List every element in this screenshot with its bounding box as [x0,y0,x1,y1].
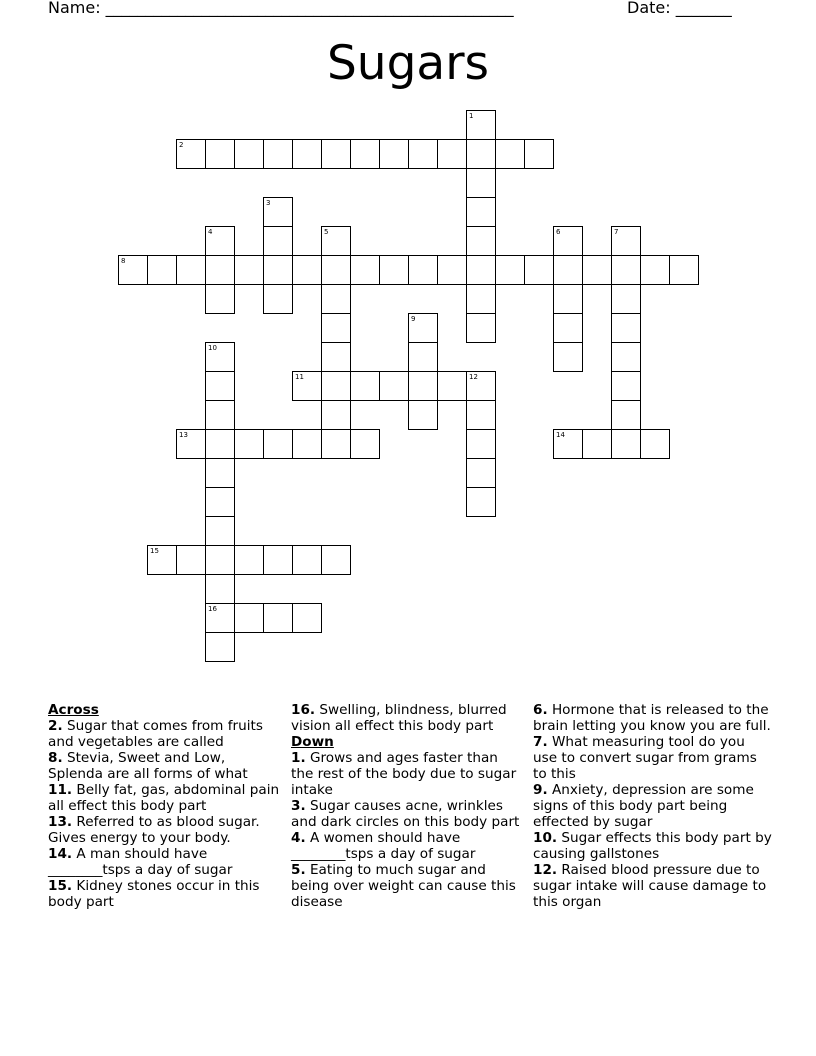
crossword-cell[interactable] [205,458,235,488]
across-heading: Across [48,702,99,718]
crossword-cell[interactable] [205,574,235,604]
clue-item [48,782,283,814]
clue-item [291,702,521,734]
crossword-cell[interactable] [466,110,496,140]
crossword-cell[interactable] [205,487,235,517]
crossword-cell[interactable] [350,371,380,401]
crossword-cell[interactable] [176,139,206,169]
clue-number: 1. [291,750,306,766]
date-field-label[interactable]: Date: _______ [627,0,732,17]
crossword-cell[interactable] [176,545,206,575]
crossword-cell[interactable] [466,371,496,401]
clue-text: Stevia, Sweet and Low, Splenda are all forms of what [48,750,248,782]
cell-number: 13 [179,431,188,439]
crossword-cell[interactable] [205,371,235,401]
down-heading: Down [291,734,334,750]
crossword-cell[interactable] [205,632,235,662]
crossword-cell[interactable] [611,429,641,459]
crossword-cell[interactable] [379,139,409,169]
crossword-cell[interactable] [205,226,235,256]
crossword-cell[interactable] [553,342,583,372]
crossword-cell[interactable] [205,284,235,314]
name-field-label[interactable]: Name: ___________________________________________________ [48,0,514,17]
crossword-cell[interactable] [466,313,496,343]
crossword-cell[interactable] [408,371,438,401]
clue-number: 3. [291,798,306,814]
crossword-cell[interactable] [205,545,235,575]
crossword-cell[interactable] [553,284,583,314]
crossword-cell[interactable] [234,603,264,633]
clue-item [533,734,773,782]
clue-item [48,750,283,782]
crossword-cell[interactable] [611,226,641,256]
crossword-cell[interactable] [669,255,699,285]
crossword-cell[interactable] [292,255,322,285]
crossword-cell[interactable] [350,255,380,285]
cell-number: 8 [121,257,126,265]
clue-number: 5. [291,862,306,878]
crossword-cell[interactable] [321,342,351,372]
crossword-cell[interactable] [263,545,293,575]
clue-item [533,862,773,910]
crossword-cell[interactable] [205,400,235,430]
crossword-cell[interactable] [321,255,351,285]
crossword-cell[interactable] [466,226,496,256]
crossword-cell[interactable] [495,255,525,285]
crossword-cell[interactable] [234,139,264,169]
crossword-cell[interactable] [408,400,438,430]
crossword-cell[interactable] [379,255,409,285]
crossword-cell[interactable] [205,516,235,546]
crossword-cell[interactable] [321,400,351,430]
crossword-cell[interactable] [466,429,496,459]
crossword-cell[interactable] [640,429,670,459]
clue-number: 10. [533,830,558,846]
crossword-cell[interactable] [205,603,235,633]
clue-text: Anxiety, depression are some signs of this body part being effected by sugar [533,782,754,830]
crossword-cell[interactable] [263,429,293,459]
clue-number: 9. [533,782,548,798]
crossword-cell[interactable] [553,255,583,285]
crossword-cell[interactable] [611,400,641,430]
clue-text: Referred to as blood sugar. Gives energy to your body. [48,814,260,846]
cell-number: 16 [208,605,217,613]
crossword-cell[interactable] [437,255,467,285]
clue-text: What measuring tool do you use to convert sugar from grams to this [533,734,757,782]
clue-text: A women should have ________tsps a day of sugar [291,830,476,862]
crossword-cell[interactable] [292,139,322,169]
clue-number: 7. [533,734,548,750]
cell-number: 9 [411,315,416,323]
crossword-cell[interactable] [118,255,148,285]
clue-item [533,830,773,862]
clue-item [48,814,283,846]
crossword-cell[interactable] [321,226,351,256]
clue-item [291,862,521,910]
clue-number: 15. [48,878,73,894]
clue-text: Sugar causes acne, wrinkles and dark circles on this body part [291,798,520,830]
clue-number: 11. [48,782,73,798]
crossword-cell[interactable] [408,139,438,169]
crossword-cell[interactable] [321,139,351,169]
crossword-cell[interactable] [292,603,322,633]
crossword-cell[interactable] [234,429,264,459]
cell-number: 2 [179,141,184,149]
crossword-cell[interactable] [205,255,235,285]
clue-text: Belly fat, gas, abdominal pain all effect this body part [48,782,280,814]
cell-number: 3 [266,199,271,207]
cell-number: 7 [614,228,619,236]
crossword-cell[interactable] [321,284,351,314]
cell-number: 10 [208,344,217,352]
crossword-cell[interactable] [466,168,496,198]
crossword-cell[interactable] [582,429,612,459]
clues-column-2 [291,702,521,910]
crossword-cell[interactable] [350,139,380,169]
clue-number: 12. [533,862,558,878]
crossword-cell[interactable] [466,487,496,517]
crossword-cell[interactable] [263,255,293,285]
cell-number: 11 [295,373,304,381]
clues-column-3 [533,702,773,910]
crossword-cell[interactable] [147,545,177,575]
cell-number: 14 [556,431,565,439]
crossword-cell[interactable] [466,400,496,430]
crossword-cell[interactable] [466,458,496,488]
crossword-cell[interactable] [292,545,322,575]
crossword-cell[interactable] [408,255,438,285]
crossword-cell[interactable] [408,313,438,343]
page-title: Sugars [326,36,490,91]
crossword-cell[interactable] [292,371,322,401]
clue-number: 8. [48,750,63,766]
crossword-cell[interactable] [495,139,525,169]
clue-number: 16. [291,702,316,718]
crossword-cell[interactable] [553,226,583,256]
clue-number: 13. [48,814,73,830]
clue-text: Sugar effects this body part by causing gallstones [533,830,772,862]
clue-number: 4. [291,830,306,846]
crossword-cell[interactable] [321,371,351,401]
cell-number: 6 [556,228,561,236]
clue-text: A man should have ________tsps a day of sugar [48,846,233,878]
crossword-cell[interactable] [263,226,293,256]
crossword-cell[interactable] [611,371,641,401]
crossword-cell[interactable] [611,255,641,285]
cell-number: 1 [469,112,474,120]
clue-number: 14. [48,846,73,862]
clue-item [291,750,521,798]
crossword-cell[interactable] [176,429,206,459]
clue-text: Kidney stones occur in this body part [48,878,260,910]
crossword-cell[interactable] [640,255,670,285]
clue-item [48,846,283,878]
crossword-cell[interactable] [466,197,496,227]
crossword-cell[interactable] [234,545,264,575]
worksheet-header [0,0,816,20]
crossword-cell[interactable] [234,255,264,285]
cell-number: 15 [150,547,159,555]
crossword-cell[interactable] [437,371,467,401]
crossword-cell[interactable] [466,255,496,285]
crossword-cell[interactable] [263,603,293,633]
clue-item [291,798,521,830]
crossword-cell[interactable] [437,139,467,169]
crossword-cell[interactable] [263,197,293,227]
cell-number: 5 [324,228,329,236]
crossword-cell[interactable] [611,313,641,343]
crossword-cell[interactable] [321,429,351,459]
crossword-cell[interactable] [466,284,496,314]
crossword-cell[interactable] [611,284,641,314]
crossword-cell[interactable] [524,255,554,285]
clue-text: Hormone that is released to the brain letting you know you are full. [533,702,771,734]
crossword-cell[interactable] [408,342,438,372]
crossword-cell[interactable] [553,429,583,459]
clue-number: 2. [48,718,63,734]
clue-text: Eating to much sugar and being over weight can cause this disease [291,862,516,910]
crossword-cell[interactable] [263,139,293,169]
crossword-cell[interactable] [553,313,583,343]
clue-text: Sugar that comes from fruits and vegetables are called [48,718,263,750]
clue-item [533,702,773,734]
crossword-cell[interactable] [466,139,496,169]
clue-item [48,718,283,750]
crossword-cell[interactable] [524,139,554,169]
clue-number: 6. [533,702,548,718]
crossword-cell[interactable] [205,139,235,169]
clue-text: Raised blood pressure due to sugar intake will cause damage to this organ [533,862,767,910]
clue-text: Swelling, blindness, blurred vision all effect this body part [291,702,507,734]
crossword-cell[interactable] [205,429,235,459]
crossword-cell[interactable] [176,255,206,285]
cell-number: 4 [208,228,213,236]
crossword-cell[interactable] [321,313,351,343]
crossword-cell[interactable] [379,371,409,401]
crossword-cell[interactable] [147,255,177,285]
crossword-cell[interactable] [582,255,612,285]
clues-column-1 [48,702,283,910]
clue-item [533,782,773,830]
cell-number: 12 [469,373,478,381]
crossword-cell[interactable] [350,429,380,459]
crossword-cell[interactable] [263,284,293,314]
crossword-cell[interactable] [321,545,351,575]
clue-text: Grows and ages faster than the rest of the body due to sugar intake [291,750,517,798]
clue-item [291,830,521,862]
clue-item [48,878,283,910]
crossword-cell[interactable] [292,429,322,459]
crossword-cell[interactable] [205,342,235,372]
crossword-cell[interactable] [611,342,641,372]
